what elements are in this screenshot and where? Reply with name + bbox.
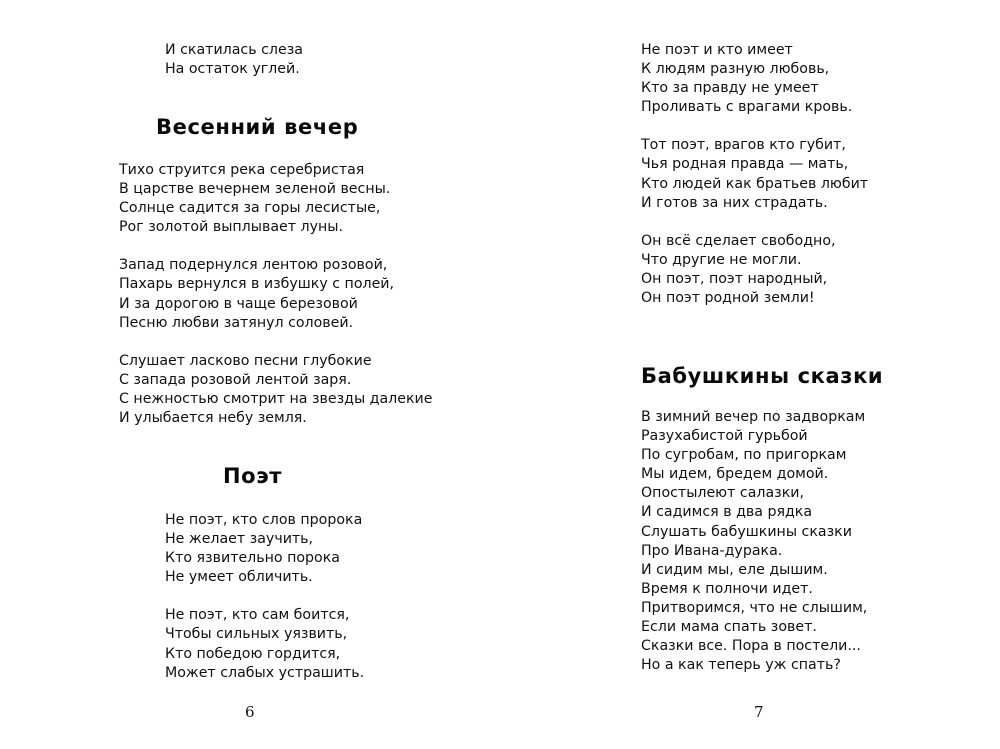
stanza [641, 136, 868, 212]
verse-line: Не умеет обличить. [165, 569, 313, 586]
stanza [165, 511, 364, 587]
page-number: 7 [754, 703, 764, 721]
verse-line: В зимний вечер по задворкам [641, 409, 866, 425]
right-page [500, 0, 1000, 749]
verse-line: Может слабых устрашить. [165, 664, 365, 681]
stanza [641, 41, 868, 117]
verse-line: По сугробам, по пригоркам [641, 447, 847, 464]
verse-line: Время к полночи идет. [641, 580, 813, 597]
page-number: 6 [245, 703, 255, 721]
verse-line: И скатилась слеза [165, 42, 303, 58]
verse-line: К людям разную любовь, [641, 61, 830, 78]
verse-line: Он всё сделает свободно, [641, 232, 836, 249]
verse-line: Не желает заучить, [165, 531, 314, 548]
verse-line: Чтобы сильных уязвить, [165, 626, 348, 643]
verse-line: Он поэт, поэт народный, [641, 270, 828, 287]
verse-line: На остаток углей. [165, 61, 300, 78]
verse-line: Про Ивана-дурака. [641, 542, 783, 559]
poem-body-vesenniy-vecher [119, 161, 432, 428]
stanza [165, 606, 364, 682]
verse-line: Пахарь вернулся в избушку с полей, [119, 276, 395, 293]
verse-line: Что другие не могли. [641, 251, 802, 268]
verse-line: И сидим мы, еле дышим. [641, 561, 828, 578]
verse-line: Слушает ласково песни глубокие [119, 352, 372, 369]
stanza [119, 256, 432, 332]
poem-body-babushkiny-skazki [641, 408, 867, 675]
verse-line: Кто язвительно порока [165, 550, 340, 567]
verse-line: Не поэт и кто имеет [641, 42, 793, 58]
verse-line: Слушать бабушкины сказки [641, 523, 852, 540]
verse-line: Песню любви затянул соловей. [119, 314, 354, 331]
poem-title-vesenniy-vecher: Весенний вечер [156, 115, 359, 139]
verse-line: Чья родная правда — мать, [641, 156, 849, 173]
verse-line: Не поэт, кто слов пророка [165, 512, 363, 528]
stanza [165, 41, 303, 79]
verse-line: С запада розовой лентой заря. [119, 371, 352, 388]
verse-line: Рог золотой выплывает луны. [119, 219, 343, 236]
verse-line: Если мама спать зовет. [641, 619, 817, 636]
verse-line: Разухабистой гурьбой [641, 428, 808, 445]
verse-line: В царстве вечернем зеленой весны. [119, 181, 391, 198]
verse-line: Он поэт родной земли! [641, 290, 815, 307]
verse-line: Но а как теперь уж спать? [641, 657, 841, 674]
verse-line: Притворимся, что не слышим, [641, 599, 868, 616]
poem-body-poet [165, 511, 364, 683]
verse-line: Не поэт, кто сам боится, [165, 607, 350, 624]
verse-line: Опостылеют салазки, [641, 485, 805, 502]
stanza [119, 352, 432, 428]
verse-line: И готов за них страдать. [641, 194, 828, 211]
poem-body-poet-continued [641, 41, 868, 308]
verse-line: И за дорогою в чаще березовой [119, 295, 358, 312]
poem-title-babushkiny-skazki: Бабушкины сказки [641, 364, 884, 388]
verse-line: С нежностью смотрит на звезды далекие [119, 390, 433, 407]
verse-line: Проливать с врагами кровь. [641, 99, 853, 116]
verse-line: И улыбается небу земля. [119, 410, 307, 427]
verse-line: Тот поэт, врагов кто губит, [641, 137, 846, 154]
verse-line: Мы идем, бредем домой. [641, 466, 829, 483]
stanza [641, 232, 868, 308]
verse-line: Солнце садится за горы лесистые, [119, 200, 381, 217]
verse-line: Кто людей как братьев любит [641, 175, 869, 192]
verse-line: Сказки все. Пора в постели... [641, 638, 861, 655]
verse-line: Кто победою гордится, [165, 645, 341, 662]
verse-line: Кто за правду не умеет [641, 80, 819, 97]
stanza [119, 161, 432, 237]
poem-ending-stanza [165, 41, 303, 79]
stanza [641, 408, 867, 675]
verse-line: Тихо струится река серебристая [119, 162, 365, 178]
verse-line: Запад подернулся лентою розовой, [119, 257, 388, 274]
poem-title-poet: Поэт [223, 464, 283, 488]
verse-line: И садимся в два рядка [641, 504, 813, 521]
